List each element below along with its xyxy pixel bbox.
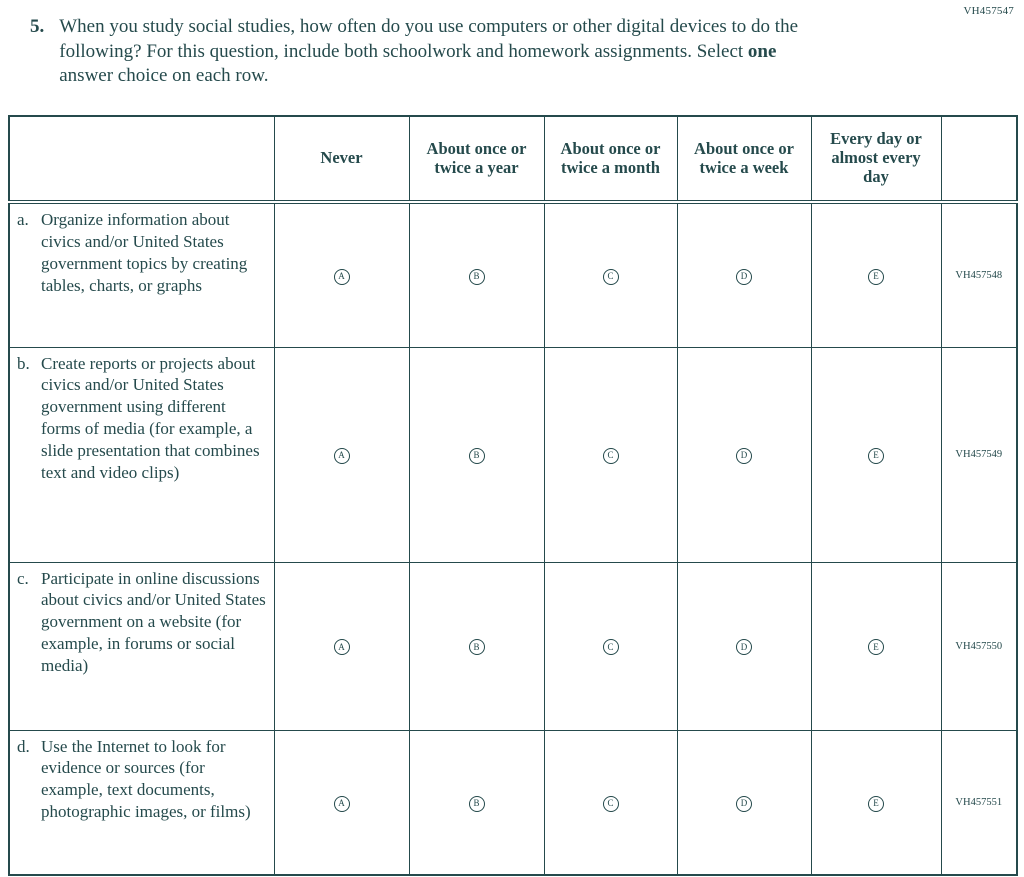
table-header-row — [9, 116, 1017, 202]
option-bubble-a[interactable]: A — [334, 639, 350, 655]
row-letter: b. — [17, 353, 30, 373]
question-text — [59, 15, 830, 89]
column-header-week: About once or twice a week — [677, 116, 811, 202]
option-bubble-a[interactable]: A — [334, 448, 350, 464]
survey-table — [8, 115, 1018, 876]
row-label-text: Use the Internet to look for evidence or sources (for example, text documents, photographic images, or films) — [41, 736, 251, 822]
question-number: 5. — [30, 16, 45, 37]
option-bubble-e[interactable]: E — [868, 639, 884, 655]
row-letter: d. — [17, 736, 30, 756]
column-header-month: About once or twice a month — [544, 116, 677, 202]
option-bubble-e[interactable]: E — [868, 448, 884, 464]
option-bubble-b[interactable]: B — [469, 796, 485, 812]
table-row-b — [9, 347, 1017, 562]
question-block — [30, 15, 830, 89]
row-code: VH457549 — [941, 347, 1017, 562]
option-bubble-b[interactable]: B — [469, 639, 485, 655]
option-bubble-c[interactable]: C — [603, 796, 619, 812]
row-label-text: Create reports or projects about civics and/or United States government using different forms of media (for example, a slide presentation that combines text and video clips) — [41, 353, 260, 483]
row-code: VH457550 — [941, 562, 1017, 730]
option-bubble-c[interactable]: C — [603, 269, 619, 285]
option-bubble-b[interactable]: B — [469, 448, 485, 464]
option-bubble-d[interactable]: D — [736, 796, 752, 812]
option-bubble-c[interactable]: C — [603, 448, 619, 464]
column-header-never: Never — [274, 116, 409, 202]
row-code: VH457548 — [941, 202, 1017, 347]
row-label — [9, 347, 274, 562]
table-row-c — [9, 562, 1017, 730]
table-row-a — [9, 202, 1017, 347]
form-code: VH457547 — [963, 5, 1014, 17]
option-bubble-c[interactable]: C — [603, 639, 619, 655]
question-bold-word: one — [747, 40, 777, 62]
question-text-before: When you study social studies, how often do you use computers or other digital devices to do the following? For this question, include both schoolwork and homework assignments. Select — [59, 16, 798, 62]
question-text-after: answer choice on each row. — [59, 65, 269, 87]
option-bubble-d[interactable]: D — [736, 639, 752, 655]
option-bubble-e[interactable]: E — [868, 796, 884, 812]
column-header-year: About once or twice a year — [409, 116, 544, 202]
option-bubble-b[interactable]: B — [469, 269, 485, 285]
row-letter: c. — [17, 568, 29, 588]
row-label-text: Organize information about civics and/or United States government topics by creating tables, charts, or graphs — [41, 210, 248, 295]
option-bubble-d[interactable]: D — [736, 269, 752, 285]
option-bubble-a[interactable]: A — [334, 269, 350, 285]
row-label — [9, 730, 274, 875]
row-label — [9, 202, 274, 347]
row-label-text: Participate in online discussions about civics and/or United States government on a website (for example, in forums or social media) — [41, 568, 266, 676]
column-header-everyday: Every day or almost every day — [811, 116, 941, 202]
option-bubble-e[interactable]: E — [868, 269, 884, 285]
row-code: VH457551 — [941, 730, 1017, 875]
header-empty-code — [941, 116, 1017, 202]
row-letter: a. — [17, 210, 29, 229]
option-bubble-d[interactable]: D — [736, 448, 752, 464]
row-label — [9, 562, 274, 730]
header-empty-label — [9, 116, 274, 202]
table-row-d — [9, 730, 1017, 875]
option-bubble-a[interactable]: A — [334, 796, 350, 812]
